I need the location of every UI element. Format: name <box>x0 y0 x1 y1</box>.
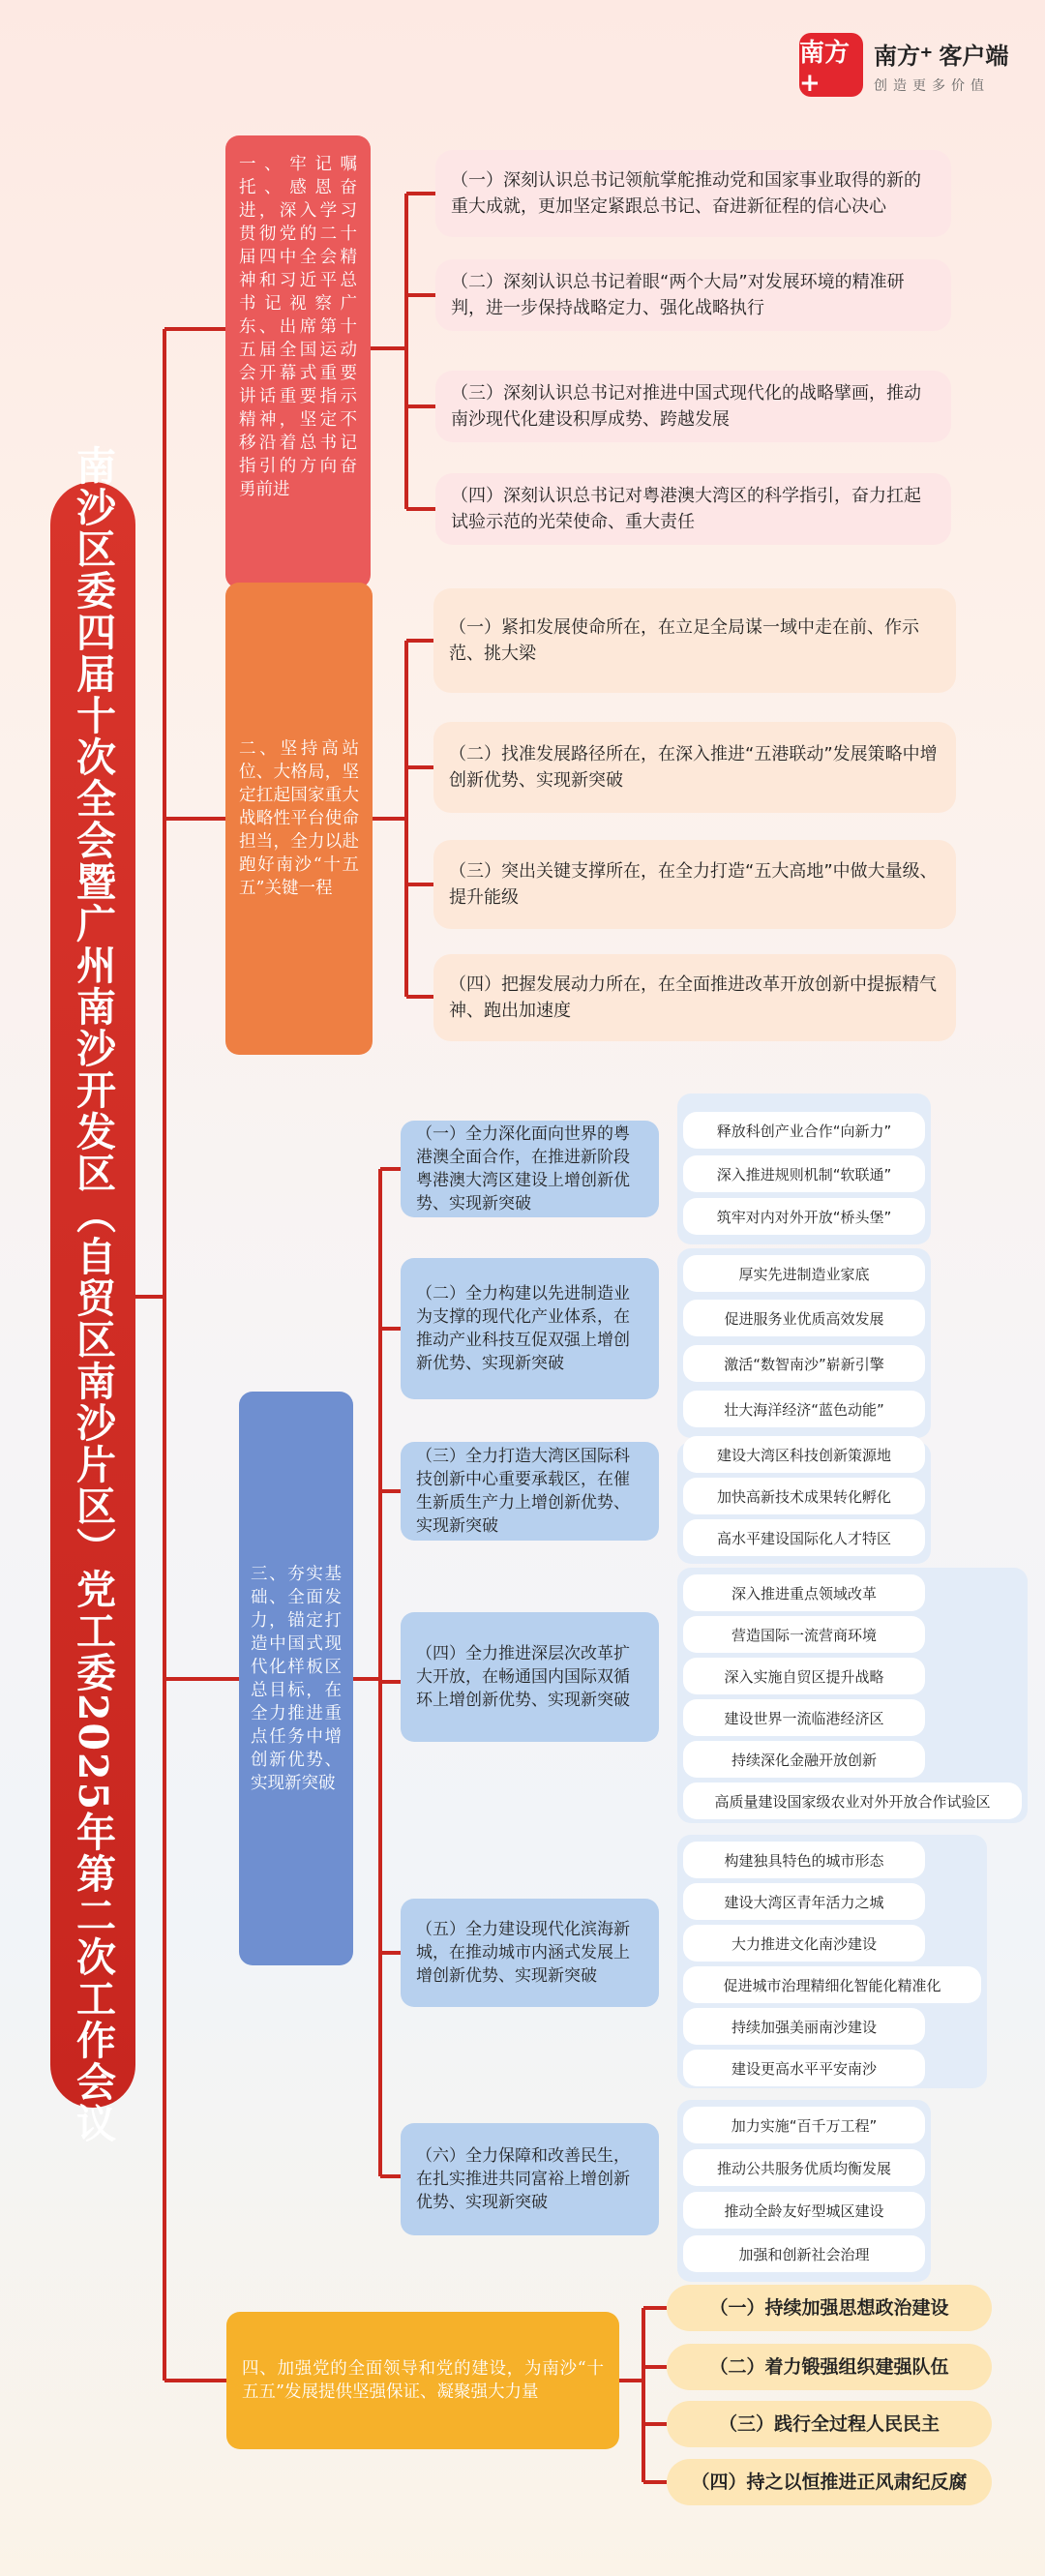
item-text: （一）紧扣发展使命所在，在立足全局谋一域中走在前、作示范、挑大梁 <box>449 617 919 664</box>
item-text: （三）全力打造大湾区国际科技创新中心重要承载区，在催生新质生产力上增创新优势、实现新突破 <box>416 1447 630 1536</box>
item-text: （三）突出关键支撑所在，在全力打造“五大高地”中做大量级、提升能级 <box>449 861 938 908</box>
section-1-box <box>225 135 371 588</box>
main-title-box <box>50 444 135 2145</box>
item-text: （二）深刻认识总书记着眼“两个大局”对发展环境的精准研判，进一步保持战略定力、强化战略执行 <box>451 272 905 318</box>
section-1-item-2 <box>435 259 951 331</box>
leaf-3-2-4: 壮大海洋经济“蓝色动能” <box>683 1391 925 1427</box>
section-3-item-6 <box>401 2123 659 2235</box>
leaf-3-6-2: 推动公共服务优质均衡发展 <box>683 2149 925 2186</box>
leaf-3-3-2: 加快高新技术成果转化孵化 <box>683 1478 925 1514</box>
section-3-item-1 <box>401 1121 659 1217</box>
leaf-3-4-4: 建设世界一流临港经济区 <box>683 1699 925 1736</box>
leaf-3-4-3: 深入实施自贸区提升战略 <box>683 1658 925 1694</box>
app-slogan: 创造更多价值 <box>874 77 990 93</box>
leaf-3-5-5: 持续加强美丽南沙建设 <box>683 2008 925 2045</box>
leaf-3-4-1: 深入推进重点领域改革 <box>683 1574 925 1611</box>
section-3-item-2 <box>401 1258 659 1399</box>
section-3-text: 三、夯实基础、全面发力，锚定打造中国式现代化样板区总目标，在全力推进重点任务中增创新优势、实现新突破 <box>251 1564 342 1793</box>
section-1-item-1 <box>435 150 951 237</box>
leaf-3-4-6: 高质量建设国家级农业对外开放合作试验区 <box>683 1782 1022 1819</box>
leaf-3-1-1: 释放科创产业合作“向新力” <box>683 1112 925 1149</box>
item-text: （三）深刻认识总书记对推进中国式现代化的战略擘画，推动南沙现代化建设积厚成势、跨越发展 <box>451 383 921 430</box>
section-4-box <box>226 2312 619 2449</box>
item-text: （六）全力保障和改善民生，在扎实推进共同富裕上增创新优势、实现新突破 <box>416 2146 630 2212</box>
nanfang-logo-icon: 南方+ <box>799 33 863 97</box>
leaf-3-2-3: 激活“数智南沙”崭新引擎 <box>683 1345 925 1382</box>
item-text: （四）全力推进深层次改革扩大开放，在畅通国内国际双循环上增创新优势、实现新突破 <box>416 1644 630 1710</box>
item-text: （二）全力构建以先进制造业为支撑的现代化产业体系，在推动产业科技互促双强上增创新优势、实现新突破 <box>416 1284 630 1373</box>
leaf-3-6-3: 推动全龄友好型城区建设 <box>683 2192 925 2229</box>
leaf-3-3-3: 高水平建设国际化人才特区 <box>683 1519 925 1556</box>
leaf-3-2-1: 厚实先进制造业家底 <box>683 1255 925 1292</box>
leaf-3-4-5: 持续深化金融开放创新 <box>683 1741 925 1778</box>
item-text: （一）深刻认识总书记领航掌舵推动党和国家事业取得的新的重大成就，更加坚定紧跟总书记、奋进新征程的信心决心 <box>451 170 921 217</box>
leaf-3-2-2: 促进服务业优质高效发展 <box>683 1300 925 1336</box>
leaf-3-6-4: 加强和创新社会治理 <box>683 2235 925 2272</box>
leaf-3-5-1: 构建独具特色的城市形态 <box>683 1842 925 1878</box>
leaf-3-1-2: 深入推进规则机制“软联通” <box>683 1155 925 1192</box>
leaf-3-4-2: 营造国际一流营商环境 <box>683 1616 925 1653</box>
section-4-item-1 <box>667 2285 992 2331</box>
item-text: （一）持续加强思想政治建设 <box>709 2296 949 2319</box>
section-2-item-4 <box>433 954 956 1041</box>
leaf-3-5-3: 大力推进文化南沙建设 <box>683 1925 925 1962</box>
section-3-item-4 <box>401 1612 659 1742</box>
item-text: （二）着力锻强组织建强队伍 <box>709 2355 949 2378</box>
leaf-3-3-1: 建设大湾区科技创新策源地 <box>683 1436 925 1473</box>
item-text: （四）深刻认识总书记对粤港澳大湾区的科学指引，奋力扛起试验示范的光荣使命、重大责任 <box>451 486 921 532</box>
section-3-item-3 <box>401 1442 659 1541</box>
section-3-box <box>239 1392 353 1965</box>
section-2-box <box>225 583 373 1055</box>
page-title: 南沙区委四届十次全会暨广州南沙开发区（自贸区南沙片区）党工委2025年第二次工作会议 <box>70 444 116 2145</box>
section-2-item-1 <box>433 588 956 693</box>
section-1-item-4 <box>435 473 951 545</box>
section-3-item-5 <box>401 1899 659 2007</box>
item-text: （四）把握发展动力所在，在全面推进改革开放创新中提振精气神、跑出加速度 <box>449 974 937 1021</box>
leaf-3-5-2: 建设大湾区青年活力之城 <box>683 1883 925 1920</box>
section-2-item-3 <box>433 840 956 929</box>
section-1-text: 一、牢记嘱托、感恩奋进，深入学习贯彻党的二十届四中全会精神和习近平总书记视察广东、出席第十五届全国运动会开幕式重要讲话重要指示精神，坚定不移沿着总书记指引的方向奋勇前进 <box>239 155 357 499</box>
item-text: （五）全力建设现代化滨海新城，在推动城市内涵式发展上增创新优势、实现新突破 <box>416 1920 630 1986</box>
section-2-item-2 <box>433 722 956 813</box>
app-name: 南方⁺ 客户端 <box>874 44 1009 70</box>
section-1-item-3 <box>435 371 951 442</box>
item-text: （一）全力深化面向世界的粤港澳全面合作，在推进新阶段粤港澳大湾区建设上增创新优势、实现新突破 <box>416 1124 630 1213</box>
section-2-text: 二、坚持高站位、大格局，坚定扛起国家重大战略性平台使命担当，全力以赴跑好南沙“十五五”关键一程 <box>239 739 359 898</box>
leaf-3-5-4: 促进城市治理精细化智能化精准化 <box>683 1966 981 2003</box>
leaf-3-1-3: 筑牢对内对外开放“桥头堡” <box>683 1198 925 1235</box>
leaf-3-6-1: 加力实施“百千万工程” <box>683 2107 925 2143</box>
item-text: （四）持之以恒推进正风肃纪反腐 <box>691 2471 968 2493</box>
section-4-item-2 <box>667 2344 992 2390</box>
item-text: （二）找准发展路径所在，在深入推进“五港联动”发展策略中增创新优势、实现新突破 <box>449 744 938 791</box>
item-text: （三）践行全过程人民民主 <box>718 2412 940 2435</box>
leaf-3-5-6: 建设更高水平平安南沙 <box>683 2050 925 2086</box>
section-4-item-4 <box>667 2459 992 2505</box>
section-4-text: 四、加强党的全面领导和党的建设，为南沙“十五五”发展提供坚强保证、凝聚强大力量 <box>242 2359 604 2402</box>
section-4-item-3 <box>667 2401 992 2447</box>
